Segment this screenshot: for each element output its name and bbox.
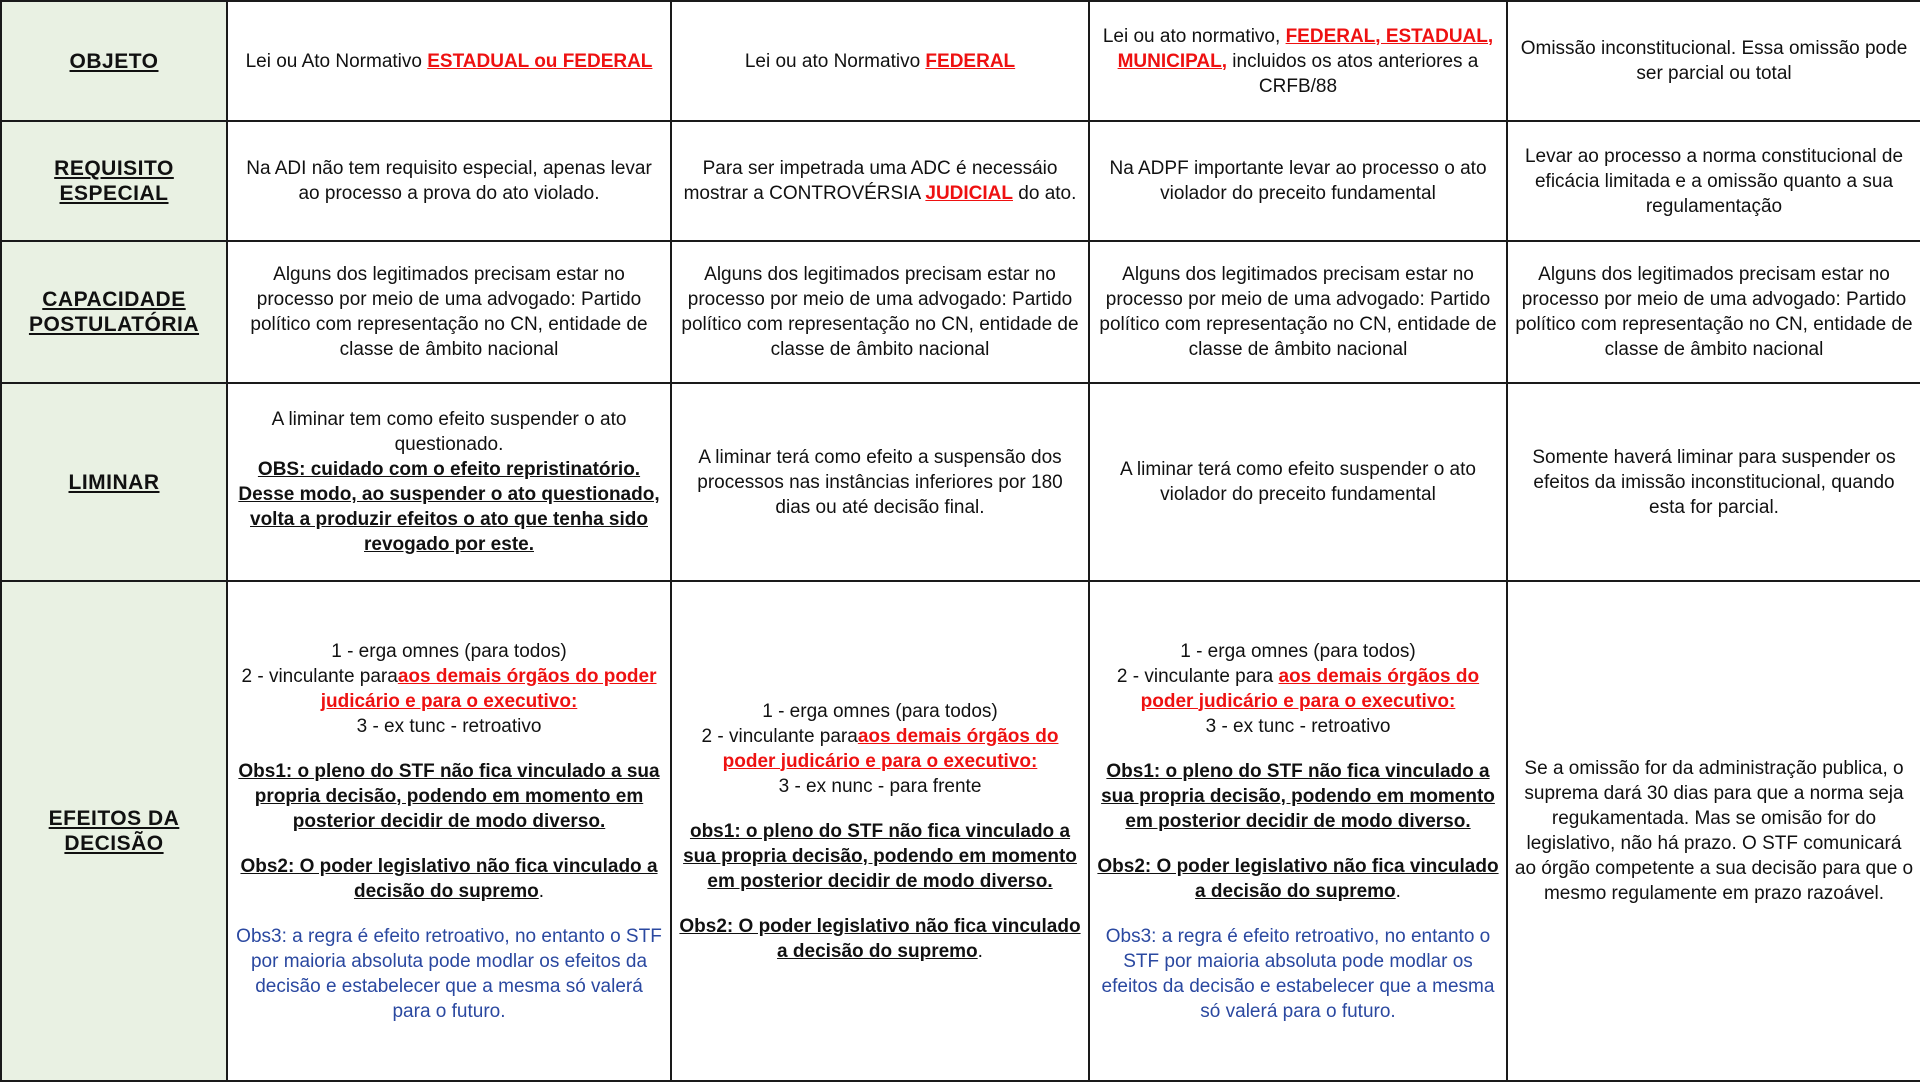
highlight-text: FEDERAL, ESTADUAL, MUNICIPAL, — [1117, 25, 1494, 72]
row-label-objeto: OBJETO — [1, 1, 227, 121]
cell — [1089, 1, 1507, 121]
cell — [671, 121, 1089, 241]
row-requisito-especial — [1, 121, 1920, 241]
row-efeitos-da-decisao — [1, 581, 1920, 1081]
cell-text: Alguns dos legitimados precisam estar no processo por meio de uma advogado: Partido político com representação no CN, entidade de classe de âmbito nacional — [1099, 264, 1497, 360]
row-label-capacidade-postulatoria: CAPACIDADE POSTULATÓRIA — [1, 241, 227, 383]
row-label-liminar: LIMINAR — [1, 383, 227, 581]
cell — [1507, 383, 1920, 581]
cell-text: 1 - erga omnes (para todos) — [331, 640, 567, 662]
cell-text: A liminar terá como efeito suspender o ato violador do preceito fundamental — [1120, 459, 1476, 505]
highlight-text: aos demais órgãos do poder judicário e para o executivo: — [1140, 665, 1480, 712]
cell — [1089, 581, 1507, 1081]
cell — [227, 581, 671, 1081]
cell — [671, 1, 1089, 121]
row-capacidade-postulatoria — [1, 241, 1920, 383]
cell — [227, 121, 671, 241]
cell-text: 2 - vinculante para — [701, 725, 858, 747]
note-text: OBS: cuidado com o efeito repristinatório. Desse modo, ao suspender o ato questionado, volta a produzir efeitos o ato que tenha sido revogado por este. — [238, 459, 660, 555]
note-text: Obs2: O poder legislativo não fica vinculado a decisão do supremo — [1097, 855, 1499, 902]
cell-text: A liminar terá como efeito a suspensão dos processos nas instâncias inferiores por 180 dias ou até decisão final. — [697, 446, 1063, 518]
note-text: Obs1: o pleno do STF não fica vinculado a sua propria decisão, podendo em momento em posterior decidir de modo diverso. — [1101, 760, 1495, 832]
row-liminar — [1, 383, 1920, 581]
highlight-text: aos demais órgãos do poder judicário e para o executivo: — [722, 725, 1059, 772]
note-text: Obs1: o pleno do STF não fica vinculado a sua propria decisão, podendo em momento em posterior decidir de modo diverso. — [238, 760, 660, 832]
cell-text: Lei ou ato Normativo — [744, 50, 926, 72]
highlight-text: aos demais órgãos do poder judicário e para o executivo: — [320, 665, 657, 712]
row-objeto — [1, 1, 1920, 121]
cell — [227, 1, 671, 121]
cell-text: 2 - vinculante para — [241, 665, 398, 687]
cell — [671, 581, 1089, 1081]
cell-text: Para ser impetrada uma ADC é necessáio mostrar a CONTROVÉRSIA — [683, 158, 1058, 204]
cell-text: . — [977, 940, 983, 962]
row-label-requisito-especial: REQUISITO ESPECIAL — [1, 121, 227, 241]
cell — [1089, 241, 1507, 383]
cell — [1507, 1, 1920, 121]
cell-text: do ato. — [1013, 183, 1077, 204]
cell-text: Na ADI não tem requisito especial, apenas levar ao processo a prova do ato violado. — [246, 158, 652, 204]
cell — [671, 383, 1089, 581]
cell-text: Lei ou ato normativo, — [1102, 25, 1286, 47]
cell-text: Omissão inconstitucional. Essa omissão pode ser parcial ou total — [1520, 38, 1908, 84]
cell-text: Alguns dos legitimados precisam estar no processo por meio de uma advogado: Partido político com representação no CN, entidade de classe de âmbito nacional — [250, 264, 648, 360]
cell — [1089, 121, 1507, 241]
cell — [227, 241, 671, 383]
highlight-text: FEDERAL — [925, 50, 1016, 72]
cell-text: Levar ao processo a norma constitucional de eficácia limitada e a omissão quanto a sua regulamentação — [1524, 145, 1904, 217]
row-label-efeitos-da-decisao: EFEITOS DA DECISÃO — [1, 581, 227, 1081]
cell-text: 1 - erga omnes (para todos) — [762, 700, 998, 722]
cell — [227, 383, 671, 581]
cell-text: 1 - erga omnes (para todos) — [1180, 640, 1416, 662]
cell-text: . — [1395, 880, 1401, 902]
cell — [1507, 121, 1920, 241]
cell-text: 3 - ex tunc - retroativo — [356, 715, 542, 737]
highlight-text: ESTADUAL ou FEDERAL — [427, 50, 653, 72]
cell-text: Na ADPF importante levar ao processo o ato violador do preceito fundamental — [1109, 158, 1487, 204]
cell — [1507, 581, 1920, 1081]
cell-text: . — [538, 880, 545, 902]
note-text: Obs2: O poder legislativo não fica vinculado a decisão do supremo — [240, 855, 658, 902]
cell-text: 2 - vinculante para — [1116, 665, 1279, 687]
cell — [1507, 241, 1920, 383]
cell-text: Alguns dos legitimados precisam estar no processo por meio de uma advogado: Partido político com representação no CN, entidade de classe de âmbito nacional — [1515, 264, 1913, 360]
cell-text: Alguns dos legitimados precisam estar no processo por meio de uma advogado: Partido político com representação no CN, entidade de classe de âmbito nacional — [681, 264, 1079, 360]
cell-text: incluidos os atos anteriores a CRFB/88 — [1227, 50, 1479, 97]
cell-text: Se a omissão for da administração publica, o suprema dará 30 dias para que a norma seja regukamentada. Mas se omisão for do legislativo, não há prazo. O STF comunicará ao órgão competente a sua decisão para que o mesmo regulamente em prazo razoável. — [1514, 758, 1914, 904]
note-text: Obs2: O poder legislativo não fica vinculado a decisão do supremo — [679, 915, 1081, 962]
note-blue-text: Obs3: a regra é efeito retroativo, no entanto o STF por maioria absoluta pode modlar os efeitos da decisão e estabelecer que a mesma só valerá para o futuro. — [1101, 925, 1495, 1022]
note-text: obs1: o pleno do STF não fica vinculado a sua propria decisão, podendo em momento em posterior decidir de modo diverso. — [683, 820, 1077, 892]
note-blue-text: Obs3: a regra é efeito retroativo, no entanto o STF por maioria absoluta pode modlar os efeitos da decisão e estabelecer que a mesma só valerá para o futuro. — [236, 925, 662, 1022]
cell-text: 3 - ex nunc - para frente — [778, 775, 982, 797]
cell-text: 3 - ex tunc - retroativo — [1205, 715, 1391, 737]
cell-text: Lei ou Ato Normativo — [245, 50, 428, 72]
cell-text: A liminar tem como efeito suspender o ato questionado. — [271, 409, 627, 455]
highlight-text: JUDICIAL — [925, 183, 1013, 204]
cell-text: Somente haverá liminar para suspender os efeitos da imissão inconstitucional, quando esta for parcial. — [1532, 446, 1896, 518]
cell — [671, 241, 1089, 383]
cell — [1089, 383, 1507, 581]
